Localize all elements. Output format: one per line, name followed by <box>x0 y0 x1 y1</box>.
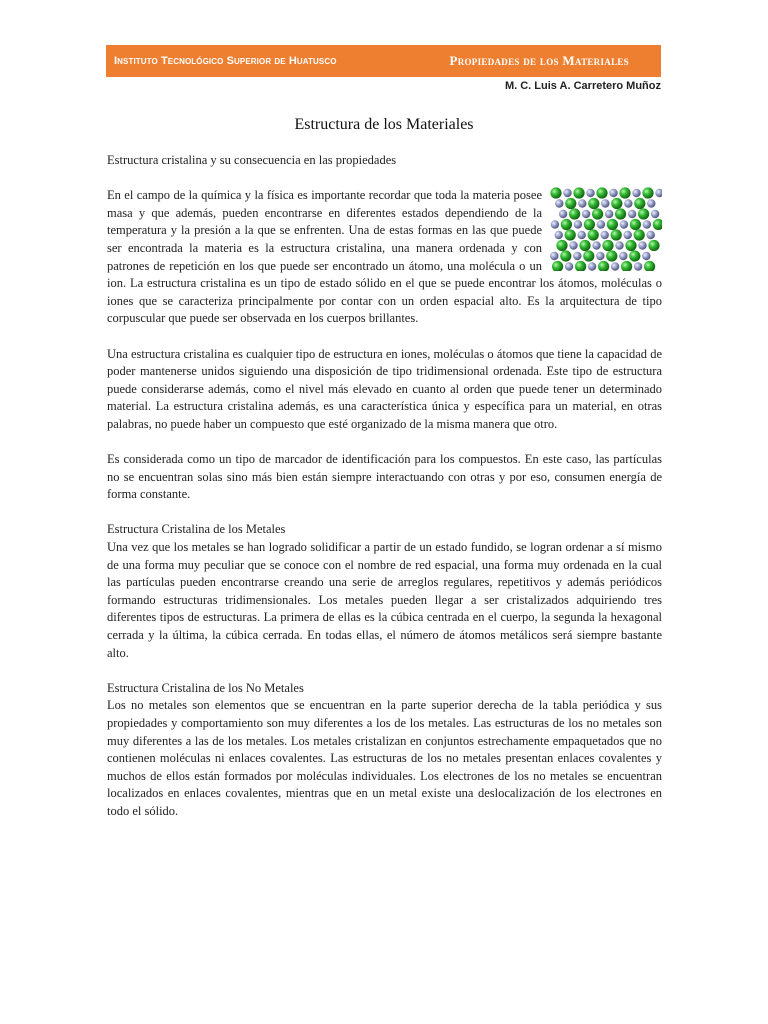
lattice-atom-large <box>552 261 563 271</box>
lattice-atom-small <box>563 189 571 197</box>
lattice-atom-large <box>630 219 641 230</box>
lattice-atom-large <box>634 230 645 241</box>
header-institution: Instituto Tecnológico Superior de Huatusco <box>114 55 337 67</box>
lattice-atom-large <box>615 209 626 220</box>
lattice-atom-small <box>578 231 586 239</box>
lattice-atom-large <box>583 251 594 262</box>
lattice-atom-large <box>634 198 645 209</box>
lattice-atom-small <box>550 252 558 260</box>
lattice-atom-large <box>611 198 622 209</box>
heading-metals: Estructura Cristalina de los Metales <box>107 522 286 537</box>
lattice-atom-small <box>620 220 628 228</box>
lattice-atom-small <box>624 199 632 207</box>
lattice-atom-small <box>574 220 582 228</box>
lattice-atom-large <box>565 230 576 241</box>
heading-nonmetals: Estructura Cristalina de los No Metales <box>107 680 304 695</box>
lattice-atom-small <box>632 189 640 197</box>
lattice-atom-small <box>555 231 563 239</box>
lattice-atom-small <box>573 252 581 260</box>
lattice-atom-small <box>586 189 594 197</box>
lattice-atom-small <box>596 252 604 260</box>
lattice-atom-large <box>621 261 632 271</box>
lattice-atom-large <box>561 219 572 230</box>
lattice-atom-small <box>597 220 605 228</box>
lattice-atom-large <box>629 251 640 262</box>
lattice-atom-large <box>588 198 599 209</box>
lattice-atom-large <box>642 188 653 199</box>
page-title: Estructura de los Materiales <box>294 116 474 133</box>
paragraph-intro <box>107 187 662 328</box>
lattice-atom-large <box>596 188 607 199</box>
subtitle: Estructura cristalina y su consecuencia en las propiedades <box>107 153 397 167</box>
lattice-atom-small <box>624 231 632 239</box>
lattice-atom-small <box>638 241 646 249</box>
paragraph-metals: Una vez que los metales se han logrado solidificar a partir de un estado fundido, se logran ordenar a sí mismo de una forma muy peculiar que se conoce con el nombre de red espacial, una forma muy ordenada en la cual las partículas pueden encontrarse creando una serie de arreglos regulares, repetitivos y además periódicos formando estructuras tridimensionales. Los metales pueden llegar a ser cristalizados adquiriendo tres diferentes tipos de estructuras. La primera de ellas es la cúbica centrada en el cuerpo, la segunda la hexagonal cerrada y la última, la cúbica cerrada. En todas ellas, el número de átomos metálicos será siempre bastante alto. <box>107 540 662 660</box>
lattice-atom-small <box>647 199 655 207</box>
lattice-atom-small <box>578 199 586 207</box>
lattice-atom-small <box>615 241 623 249</box>
lattice-atom-small <box>611 262 619 270</box>
lattice-atom-small <box>647 231 655 239</box>
lattice-atom-large <box>556 240 567 251</box>
lattice-atom-large <box>598 261 609 271</box>
lattice-atom-large <box>560 251 571 262</box>
lattice-atom-small <box>634 262 642 270</box>
lattice-atom-large <box>592 209 603 220</box>
lattice-atom-small <box>643 220 651 228</box>
lattice-atom-large <box>648 240 659 251</box>
header-course: Propiedades de los Materiales <box>449 53 629 68</box>
header-bar <box>106 45 661 77</box>
paragraph-intro-text: En el campo de la química y la física es importante recordar que toda la materia posee masa y que además, pueden encontrarse en diferentes estados dependiendo de la temperatura y la presión a la que se enfrenten. Una de estas formas en las que puede ser encontrada la materia es la estructura cristalina, una manera ordenada y con patrones de repetición en los que puede ser encontrado un átomo, una molécula o un ion. La estructura cristalina es un tipo de estado sólido en el que se puede encontrar los átomos, moléculas o iones que se caracteriza principalmente por contar con un orden espacial alto. Es la arquitectura de tipo corpuscular que puede ser observada en los cuerpos brillantes. <box>107 188 662 326</box>
lattice-atom-small <box>605 210 613 218</box>
lattice-atom-large <box>606 251 617 262</box>
paragraph-nonmetals: Los no metales son elementos que se encuentran en la parte superior derecha de la tabla periódica y sus propiedades y comportamiento son muy diferentes a los de los metales. Las estructuras de los no metales son muy diferentes a las de los metales. Los metales cristalizan en conjuntos estrechamente empaquetados que no contienen moléculas ni enlaces covalentes. Las estructuras de los no metales presentan enlaces covalentes y muchos de ellos están formados por moléculas individuales. Los electrones de los no metales se encuentran localizados en enlaces covalentes, mientras que en un metal existe una deslocalización de los electrones en todo el sólido. <box>107 698 662 818</box>
lattice-atom-small <box>588 262 596 270</box>
lattice-atom-small <box>555 199 563 207</box>
lattice-atom-small <box>642 252 650 260</box>
lattice-atom-small <box>651 210 659 218</box>
lattice-atom-small <box>619 252 627 260</box>
lattice-atom-large <box>602 240 613 251</box>
lattice-atom-large <box>579 240 590 251</box>
lattice-atom-large <box>550 188 561 199</box>
lattice-atom-small <box>569 241 577 249</box>
author-name: M. C. Luis A. Carretero Muñoz <box>504 80 661 92</box>
lattice-atom-large <box>584 219 595 230</box>
crystal-lattice-icon <box>550 187 662 271</box>
lattice-atom-large <box>607 219 618 230</box>
lattice-atom-small <box>559 210 567 218</box>
paragraph-identification: Es considerada como un tipo de marcador de identificación para los compuestos. En este caso, las partículas no se encuentran solas sino más bien están siempre interactuando con otras y por eso, consumen energía de forma constante. <box>107 452 662 502</box>
lattice-atom-large <box>573 188 584 199</box>
lattice-atom-small <box>565 262 573 270</box>
lattice-atom-large <box>611 230 622 241</box>
lattice-atom-large <box>638 209 649 220</box>
lattice-atom-large <box>569 209 580 220</box>
lattice-atom-small <box>609 189 617 197</box>
lattice-atom-large <box>653 219 662 230</box>
lattice-atom-small <box>655 189 662 197</box>
lattice-atom-small <box>628 210 636 218</box>
paragraph-definition: Una estructura cristalina es cualquier tipo de estructura en iones, moléculas o átomos que tiene la capacidad de poder mantenerse unidos siguiendo una disposición de tipo tridimensional ordenada. Este tipo de estructura puede considerarse además, como el nivel más elevado en cuanto al orden que puede tener un determinado material. La estructura cristalina además, es una característica única y específica para un material, en otras palabras, no puede haber un compuesto que esté organizado de la misma manera que otro. <box>107 346 662 431</box>
lattice-atom-small <box>601 199 609 207</box>
lattice-atom-small <box>582 210 590 218</box>
lattice-atom-small <box>592 241 600 249</box>
lattice-atom-large <box>588 230 599 241</box>
lattice-atom-large <box>575 261 586 271</box>
lattice-atom-large <box>619 188 630 199</box>
lattice-atom-small <box>551 220 559 228</box>
lattice-atom-large <box>625 240 636 251</box>
document-body <box>107 152 662 821</box>
lattice-atom-large <box>644 261 655 271</box>
lattice-atom-large <box>565 198 576 209</box>
lattice-atom-small <box>601 231 609 239</box>
